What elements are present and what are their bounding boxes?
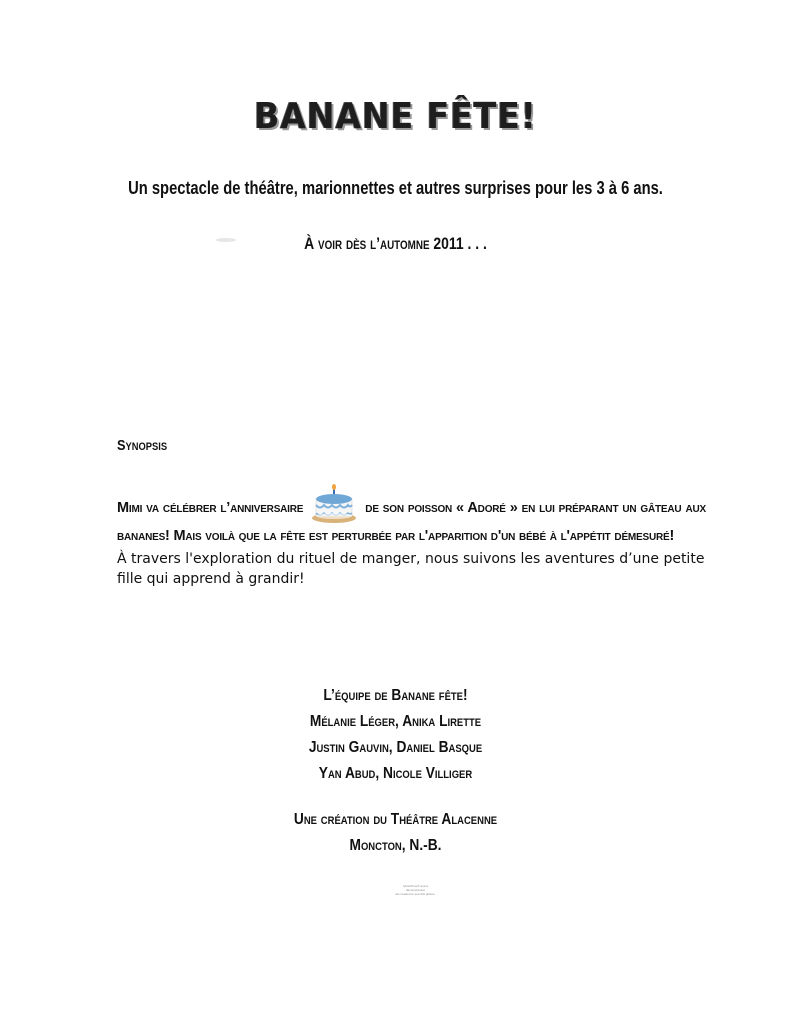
date-line: À voir dès l’automne 2011 . . . [304, 234, 487, 253]
notice-line: QuickTime® and a [403, 884, 428, 888]
placeholder-notice [0, 884, 791, 896]
synopsis-paragraph: À travers l'exploration du rituel de manger, nous suivons les aventures d’une petite fille qui apprend à grandir! [117, 551, 705, 587]
team-member-line: Mélanie Léger, Anika Lirette [309, 713, 482, 730]
team-heading: L’équipe de Banane fête! [323, 687, 468, 704]
notice-line: decompressor [405, 888, 425, 892]
location-line: Moncton, N.-B. [349, 837, 442, 854]
page-title: BANANE FÊTE! [254, 96, 537, 137]
team-section [0, 683, 791, 859]
creation-line: Une création du Théâtre Alacenne [293, 811, 498, 828]
birthday-cake-icon [311, 484, 357, 524]
synopsis-caps-text [117, 484, 706, 549]
synopsis-heading: Synopsis [117, 437, 168, 454]
synopsis-caps-part2: de son poisson « Adoré » en lui préparant un gâteau aux bananes! Mais voilà que la fête est perturbée par l'apparition d'un bébé à l'appétit démesuré! [117, 500, 706, 544]
synopsis-block [117, 484, 706, 589]
team-member-line: Justin Gauvin, Daniel Basque [308, 739, 483, 756]
subtitle: Un spectacle de théâtre, marionnettes et autres surprises pour les 3 à 6 ans. [128, 178, 663, 198]
synopsis-caps-part1: Mimi va célébrer l’anniversaire [117, 500, 304, 516]
notice-line: are needed to see this picture. [395, 892, 436, 896]
team-member-line: Yan Abud, Nicole Villiger [318, 765, 473, 782]
